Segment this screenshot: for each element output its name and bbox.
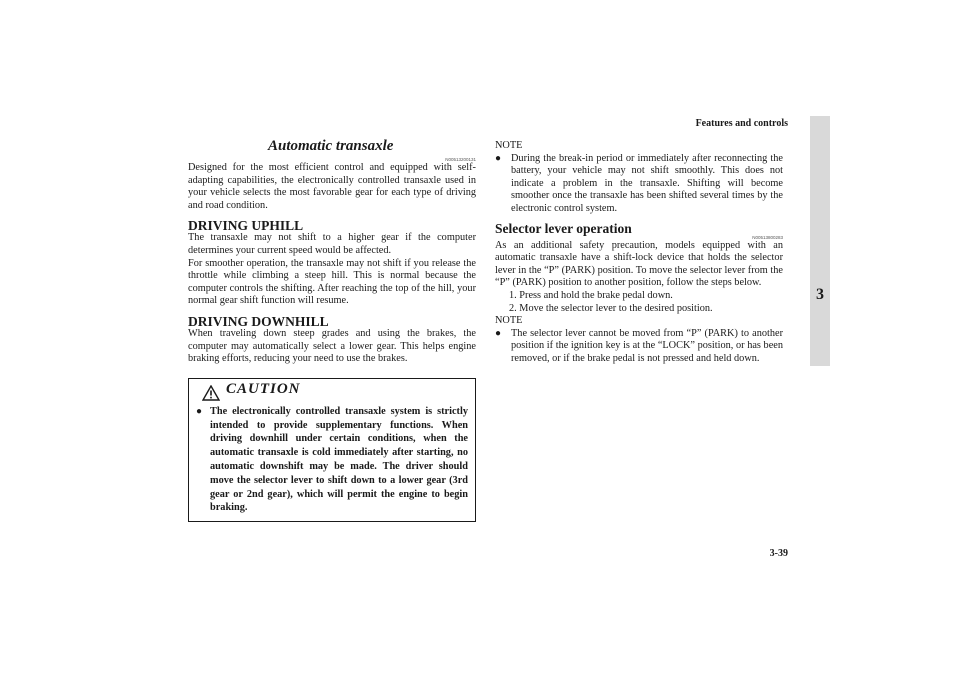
uphill-heading: DRIVING UPHILL [188, 218, 304, 234]
warning-triangle-icon [202, 385, 220, 401]
note-label-2: NOTE [495, 315, 523, 327]
right-column [495, 140, 783, 366]
bullet-icon: ● [495, 327, 502, 339]
note-text-1: During the break-in period or immediately after reconnecting the battery, your vehicle may not shift smoothly. This does not indicate a problem in the transaxle. Shifting will become smoother once the transaxle has been shifted several times by the electronic control system. [511, 152, 783, 214]
selector-paragraph: As an additional safety precaution, models equipped with an automatic transaxle have a shift-lock device that holds the selector lever in the “P” (PARK) position. To move the selector lever from the “P” (PARK) position to another position, follow the steps below. [495, 239, 783, 289]
section-header: Features and controls [695, 118, 788, 129]
chapter-tab [810, 116, 830, 366]
caution-title: CAUTION [226, 380, 301, 397]
page-title: Automatic transaxle [268, 138, 394, 154]
note-label-1: NOTE [495, 140, 523, 151]
caution-item [196, 405, 468, 515]
selector-code: N00513800283 [752, 234, 783, 240]
selector-heading: Selector lever operation [495, 220, 632, 236]
caution-text: The electronically controlled transaxle system is strictly intended to provide supplementary functions. When driving downhill under certain conditions, when the automatic transaxle is cold immediately after starting, no automatic downshift may be made. The driver should move the selector lever to shift down to a lower gear (3rd gear or 2nd gear), which will permit the engine to begin braking. [210, 405, 468, 514]
selector-heading-row [495, 222, 783, 240]
note-text-2: The selector lever cannot be moved from “P” (PARK) to another position if the ignition key is at the “LOCK” position, or has been removed, or if the brake pedal is not pressed and held down. [511, 327, 783, 364]
caution-box [188, 378, 476, 522]
caution-header [196, 380, 468, 405]
left-column [188, 140, 476, 522]
title-code: N00513200131 [445, 157, 476, 162]
step-1: 1. Press and hold the brake pedal down. [509, 289, 673, 301]
title-row [188, 140, 476, 162]
intro-paragraph: Designed for the most efficient control and equipped with self-adapting capabilities, the electronically controlled transaxle used in your vehicle selects the most favorable gear for each type of driving and road condition. [188, 162, 476, 211]
step-2: 2. Move the selector lever to the desired position. [509, 302, 713, 314]
uphill-paragraph-2: For smoother operation, the transaxle may not shift if you release the throttle while climbing a steep hill. This is normal because the computer controls the shifting. After reaching the top of the hill, your normal gear shift function will resume. [188, 257, 476, 307]
note-item-1 [495, 153, 783, 216]
uphill-paragraph-1: The transaxle may not shift to a higher gear if the computer determines your current speed would be affected. [188, 232, 476, 256]
note-item-2 [495, 328, 783, 366]
chapter-tab-number: 3 [816, 286, 824, 303]
downhill-paragraph: When traveling down steep grades and using the brakes, the computer may automatically select a lower gear. This helps engine braking efforts, reducing your need to use the brakes. [188, 327, 476, 365]
page-number: 3-39 [769, 548, 788, 559]
bullet-icon: ● [196, 405, 203, 417]
bullet-icon: ● [495, 152, 502, 164]
downhill-heading: DRIVING DOWNHILL [188, 313, 329, 329]
